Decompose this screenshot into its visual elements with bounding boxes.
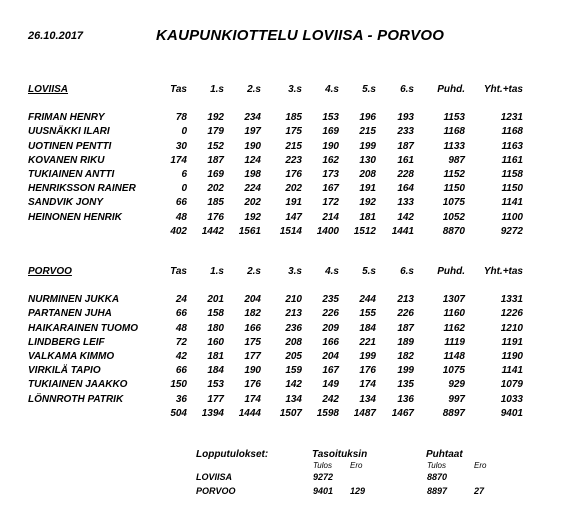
player-game-3: 205 — [285, 350, 302, 362]
player-handicap: 78 — [175, 112, 187, 124]
player-game-3: 159 — [285, 365, 302, 377]
player-game-4: 167 — [322, 183, 339, 195]
player-game-2: 190 — [244, 140, 261, 152]
player-game-5: 199 — [359, 140, 376, 152]
player-handicap: 72 — [175, 336, 187, 348]
player-game-6: 199 — [397, 365, 414, 377]
player-handicap: 174 — [170, 154, 187, 166]
player-game-6: 228 — [397, 168, 414, 180]
player-game-2: 176 — [244, 379, 261, 391]
player-game-2: 175 — [244, 336, 261, 348]
player-game-6: 187 — [397, 322, 414, 334]
player-handicap: 0 — [181, 126, 187, 138]
player-name: SANDVIK JONY — [28, 197, 104, 209]
player-scratch-total: 1152 — [443, 168, 465, 180]
player-handicap: 36 — [175, 393, 187, 405]
total-grand-total: 9272 — [500, 225, 523, 237]
team-name-heading: LOVIISA — [28, 84, 69, 95]
player-game-2: 190 — [244, 365, 261, 377]
summary-row-team: PORVOO — [196, 486, 236, 496]
summary-row-scratch-total: 8897 — [427, 486, 448, 496]
summary-label: Lopputulokset: — [196, 449, 269, 460]
player-game-1: 184 — [207, 365, 224, 377]
player-game-5: 244 — [359, 294, 376, 306]
player-grand-total: 1158 — [501, 168, 523, 180]
summary-col-ero-2: Ero — [474, 461, 487, 470]
player-game-3: 202 — [285, 183, 302, 195]
player-scratch-total: 1160 — [443, 308, 465, 320]
player-handicap: 42 — [175, 350, 187, 362]
player-game-3: 147 — [285, 211, 302, 223]
player-scratch-total: 1148 — [443, 350, 465, 362]
summary-row-handicap-total: 9272 — [313, 472, 334, 482]
player-game-6: 161 — [397, 154, 414, 166]
player-game-4: 166 — [322, 336, 339, 348]
player-game-1: 152 — [207, 140, 224, 152]
player-name: PARTANEN JUHA — [28, 308, 112, 320]
total-game-4: 1598 — [316, 407, 339, 419]
player-game-1: 153 — [207, 379, 224, 391]
total-game-1: 1442 — [201, 225, 224, 237]
player-game-6: 135 — [397, 379, 414, 391]
player-name: HEINONEN HENRIK — [28, 211, 122, 223]
player-scratch-total: 1052 — [442, 211, 465, 223]
player-scratch-total: 997 — [448, 393, 465, 405]
player-game-5: 176 — [359, 365, 376, 377]
total-game-2: 1444 — [238, 407, 261, 419]
summary-row-team: LOVIISA — [196, 472, 233, 482]
player-game-5: 192 — [359, 197, 376, 209]
header-grand-total: Yht.+tas — [483, 266, 523, 277]
header-game-2: 2.s — [247, 84, 261, 95]
summary-row-handicap-total: 9401 — [313, 486, 334, 496]
player-game-1: 158 — [207, 308, 224, 320]
player-grand-total: 1331 — [500, 294, 523, 306]
report-date: 26.10.2017 — [28, 30, 84, 42]
player-game-5: 130 — [359, 154, 376, 166]
player-scratch-total: 1168 — [443, 126, 465, 138]
player-game-4: 169 — [322, 126, 339, 138]
summary-row-scratch-diff: 27 — [474, 486, 485, 496]
player-scratch-total: 1075 — [442, 365, 465, 377]
summary-group-handicap-title: Tasoituksin — [312, 449, 368, 460]
header-scratch-total: Puhd. — [437, 84, 465, 95]
player-handicap: 48 — [175, 322, 187, 334]
player-game-4: 235 — [322, 294, 339, 306]
player-game-5: 191 — [359, 183, 376, 195]
player-game-5: 184 — [359, 322, 376, 334]
player-grand-total: 1141 — [501, 365, 523, 377]
player-game-2: 124 — [244, 154, 261, 166]
total-game-5: 1487 — [353, 407, 376, 419]
player-grand-total: 1191 — [501, 336, 523, 348]
player-handicap: 0 — [181, 183, 187, 195]
player-scratch-total: 1153 — [443, 112, 465, 124]
player-grand-total: 1210 — [500, 322, 523, 334]
summary-group-scratch-title: Puhtaat — [426, 449, 463, 460]
total-grand-total: 9401 — [500, 407, 523, 419]
player-game-5: 199 — [359, 350, 376, 362]
player-game-5: 181 — [359, 211, 376, 223]
player-game-4: 153 — [322, 112, 339, 124]
player-name: LINDBERG LEIF — [28, 336, 105, 348]
header-game-6: 6.s — [400, 84, 414, 95]
player-name: FRIMAN HENRY — [28, 112, 105, 124]
player-scratch-total: 929 — [448, 379, 465, 391]
player-game-6: 182 — [397, 350, 414, 362]
header-grand-total: Yht.+tas — [483, 84, 523, 95]
player-game-6: 233 — [397, 126, 414, 138]
player-game-1: 181 — [207, 350, 224, 362]
player-game-4: 214 — [322, 211, 339, 223]
player-game-4: 226 — [322, 308, 339, 320]
player-game-2: 166 — [244, 322, 261, 334]
player-scratch-total: 1307 — [442, 294, 465, 306]
player-game-4: 172 — [322, 197, 339, 209]
player-game-5: 134 — [359, 393, 376, 405]
player-name: VIRKILÄ TAPIO — [28, 365, 101, 377]
player-game-3: 215 — [285, 140, 302, 152]
total-game-3: 1507 — [279, 407, 302, 419]
player-game-2: 202 — [244, 197, 261, 209]
header-scratch-total: Puhd. — [437, 266, 465, 277]
player-game-4: 190 — [322, 140, 339, 152]
page-title: KAUPUNKIOTTELU LOVIISA - PORVOO — [156, 27, 445, 44]
player-grand-total: 1141 — [501, 197, 523, 209]
summary-row-scratch-total: 8870 — [427, 472, 448, 482]
player-handicap: 66 — [175, 365, 187, 377]
player-game-3: 175 — [285, 126, 302, 138]
player-game-3: 176 — [285, 168, 302, 180]
player-grand-total: 1190 — [501, 350, 523, 362]
player-game-1: 187 — [207, 154, 224, 166]
player-game-5: 208 — [359, 168, 376, 180]
player-game-2: 182 — [244, 308, 261, 320]
header-game-1: 1.s — [210, 84, 224, 95]
player-game-5: 174 — [359, 379, 376, 391]
player-name: HENRIKSSON RAINER — [28, 183, 136, 195]
player-scratch-total: 1133 — [443, 140, 465, 152]
player-game-1: 185 — [207, 197, 224, 209]
player-game-1: 179 — [207, 126, 224, 138]
header-game-2: 2.s — [247, 266, 261, 277]
player-game-1: 169 — [207, 168, 224, 180]
player-game-6: 136 — [397, 393, 414, 405]
total-game-3: 1514 — [279, 225, 302, 237]
player-scratch-total: 987 — [448, 154, 465, 166]
total-handicap: 504 — [170, 407, 187, 419]
header-game-4: 4.s — [325, 266, 339, 277]
player-name: UOTINEN PENTTI — [28, 140, 112, 152]
summary-col-ero-1: Ero — [350, 461, 363, 470]
player-game-6: 213 — [397, 294, 414, 306]
player-game-2: 192 — [244, 211, 261, 223]
player-game-3: 142 — [285, 379, 302, 391]
header-game-3: 3.s — [288, 84, 302, 95]
player-game-4: 162 — [322, 154, 339, 166]
player-game-2: 197 — [244, 126, 261, 138]
player-game-5: 155 — [359, 308, 376, 320]
player-game-4: 242 — [322, 393, 339, 405]
header-game-1: 1.s — [210, 266, 224, 277]
player-game-2: 198 — [244, 168, 261, 180]
player-grand-total: 1079 — [500, 379, 523, 391]
total-scratch-total: 8897 — [442, 407, 465, 419]
player-grand-total: 1168 — [501, 126, 523, 138]
player-game-1: 160 — [207, 336, 224, 348]
team-name-heading: PORVOO — [28, 266, 72, 277]
header-game-3: 3.s — [288, 266, 302, 277]
player-game-2: 177 — [244, 350, 261, 362]
player-scratch-total: 1075 — [442, 197, 465, 209]
player-grand-total: 1226 — [500, 308, 523, 320]
header-game-6: 6.s — [400, 266, 414, 277]
player-handicap: 150 — [170, 379, 187, 391]
total-game-1: 1394 — [201, 407, 224, 419]
player-scratch-total: 1119 — [444, 336, 465, 348]
player-game-3: 185 — [285, 112, 302, 124]
total-game-4: 1400 — [316, 225, 339, 237]
player-game-4: 204 — [322, 350, 339, 362]
player-name: TUKIAINEN ANTTI — [28, 168, 115, 180]
player-game-6: 133 — [397, 197, 414, 209]
player-handicap: 66 — [175, 197, 187, 209]
player-game-3: 213 — [285, 308, 302, 320]
player-name: NURMINEN JUKKA — [28, 294, 120, 306]
player-game-4: 167 — [322, 365, 339, 377]
player-game-1: 201 — [207, 294, 224, 306]
player-grand-total: 1231 — [500, 112, 523, 124]
player-game-4: 149 — [322, 379, 339, 391]
player-game-4: 209 — [322, 322, 339, 334]
player-game-6: 142 — [397, 211, 414, 223]
summary-col-tulos-1: Tulos — [313, 461, 332, 470]
total-scratch-total: 8870 — [442, 225, 465, 237]
player-name: TUKIAINEN JAAKKO — [28, 379, 128, 391]
player-game-3: 223 — [285, 154, 302, 166]
player-game-1: 176 — [207, 211, 224, 223]
player-handicap: 6 — [181, 168, 187, 180]
header-handicap: Tas — [170, 266, 187, 277]
player-game-6: 226 — [397, 308, 414, 320]
player-game-1: 192 — [207, 112, 224, 124]
player-name: LÖNNROTH PATRIK — [28, 393, 124, 405]
header-handicap: Tas — [170, 84, 187, 95]
header-game-4: 4.s — [325, 84, 339, 95]
player-game-2: 224 — [244, 183, 261, 195]
total-handicap: 402 — [170, 225, 187, 237]
player-game-4: 173 — [322, 168, 339, 180]
player-name: KOVANEN RIKU — [28, 154, 105, 166]
player-name: HAIKARAINEN TUOMO — [28, 322, 138, 334]
player-handicap: 30 — [175, 140, 187, 152]
player-game-5: 196 — [359, 112, 376, 124]
player-scratch-total: 1162 — [443, 322, 465, 334]
player-game-1: 202 — [207, 183, 224, 195]
player-game-1: 177 — [207, 393, 224, 405]
player-handicap: 66 — [175, 308, 187, 320]
player-game-5: 221 — [359, 336, 376, 348]
player-game-3: 210 — [285, 294, 302, 306]
player-game-6: 187 — [397, 140, 414, 152]
player-scratch-total: 1150 — [443, 183, 465, 195]
player-name: UUSNÄKKI ILARI — [28, 126, 110, 138]
header-game-5: 5.s — [362, 84, 376, 95]
player-grand-total: 1033 — [500, 393, 523, 405]
player-game-6: 164 — [397, 183, 414, 195]
summary-row-handicap-diff: 129 — [350, 486, 366, 496]
player-game-6: 193 — [397, 112, 414, 124]
player-game-1: 180 — [207, 322, 224, 334]
player-grand-total: 1150 — [501, 183, 523, 195]
player-game-6: 189 — [397, 336, 414, 348]
player-game-3: 236 — [285, 322, 302, 334]
player-name: VALKAMA KIMMO — [28, 350, 115, 362]
total-game-5: 1512 — [353, 225, 376, 237]
total-game-6: 1441 — [391, 225, 414, 237]
player-game-3: 208 — [285, 336, 302, 348]
player-game-5: 215 — [359, 126, 376, 138]
player-grand-total: 1100 — [501, 211, 523, 223]
player-handicap: 24 — [175, 294, 187, 306]
player-game-2: 234 — [244, 112, 261, 124]
player-game-3: 191 — [285, 197, 302, 209]
player-handicap: 48 — [175, 211, 187, 223]
summary-col-tulos-2: Tulos — [427, 461, 446, 470]
total-game-6: 1467 — [391, 407, 414, 419]
player-grand-total: 1163 — [501, 140, 523, 152]
player-game-3: 134 — [285, 393, 302, 405]
total-game-2: 1561 — [238, 225, 261, 237]
player-grand-total: 1161 — [501, 154, 523, 166]
player-game-2: 204 — [244, 294, 261, 306]
player-game-2: 174 — [244, 393, 261, 405]
header-game-5: 5.s — [362, 266, 376, 277]
